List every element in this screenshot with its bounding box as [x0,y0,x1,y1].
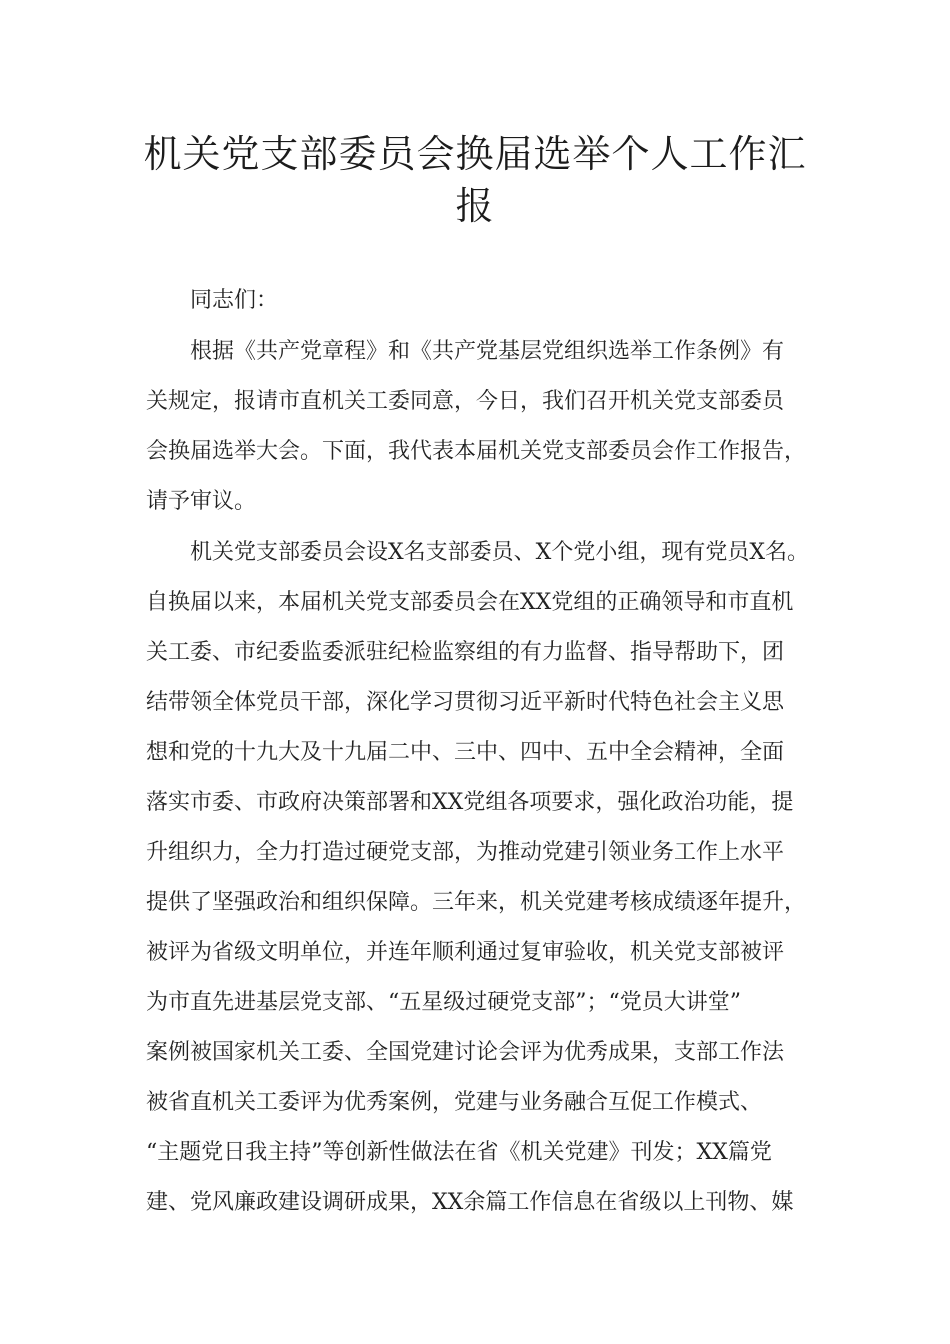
paragraph-2-line: 为市直先进基层党支部、“五星级过硬党支部”；“党员大讲堂” [146,990,741,1015]
paragraph-2-line: 结带领全体党员干部，深化学习贯彻习近平新时代特色社会主义思 [146,690,785,715]
paragraph-2-line: “主题党日我主持”等创新性做法在省《机关党建》刊发；XX篇党 [146,1140,772,1165]
document-title-line-2: 报 [455,184,495,228]
paragraph-2-line: 机关党支部委员会设X名支部委员、X个党小组，现有党员X名。 [190,540,809,565]
paragraph-2-line: 落实市委、市政府决策部署和XX党组各项要求，强化政治功能，提 [146,790,794,815]
paragraph-2-line: 被评为省级文明单位，并连年顺利通过复审验收，机关党支部被评 [146,940,785,965]
paragraph-1-line: 关规定，报请市直机关工委同意，今日，我们召开机关党支部委员 [146,389,785,414]
paragraph-2-line: 关工委、市纪委监委派驻纪检监察组的有力监督、指导帮助下，团 [146,640,785,665]
paragraph-2-line: 升组织力，全力打造过硬党支部，为推动党建引领业务工作上水平 [146,840,785,865]
paragraph-1-line: 会换届选举大会。下面，我代表本届机关党支部委员会作工作报告， [146,439,807,464]
paragraph-2-line: 想和党的十九大及十九届二中、三中、四中、五中全会精神，全面 [146,740,785,765]
paragraph-2-line: 案例被国家机关工委、全国党建讨论会评为优秀成果，支部工作法 [146,1040,785,1065]
paragraph-2-line: 提供了坚强政治和组织保障。三年来，机关党建考核成绩逐年提升， [146,890,807,915]
paragraph-2-line: 建、党风廉政建设调研成果，XX余篇工作信息在省级以上刊物、媒 [146,1190,794,1215]
document-title-line-1: 机关党支部委员会换届选举个人工作汇 [143,132,807,176]
paragraph-1-line: 根据《共产党章程》和《共产党基层党组织选举工作条例》有 [190,339,785,364]
paragraph-2-line: 被省直机关工委评为优秀案例，党建与业务融合互促工作模式、 [146,1090,763,1115]
paragraph-2-line: 自换届以来，本届机关党支部委员会在XX党组的正确领导和市直机 [146,590,794,615]
salutation: 同志们： [190,288,279,313]
paragraph-1-line: 请予审议。 [146,489,257,514]
